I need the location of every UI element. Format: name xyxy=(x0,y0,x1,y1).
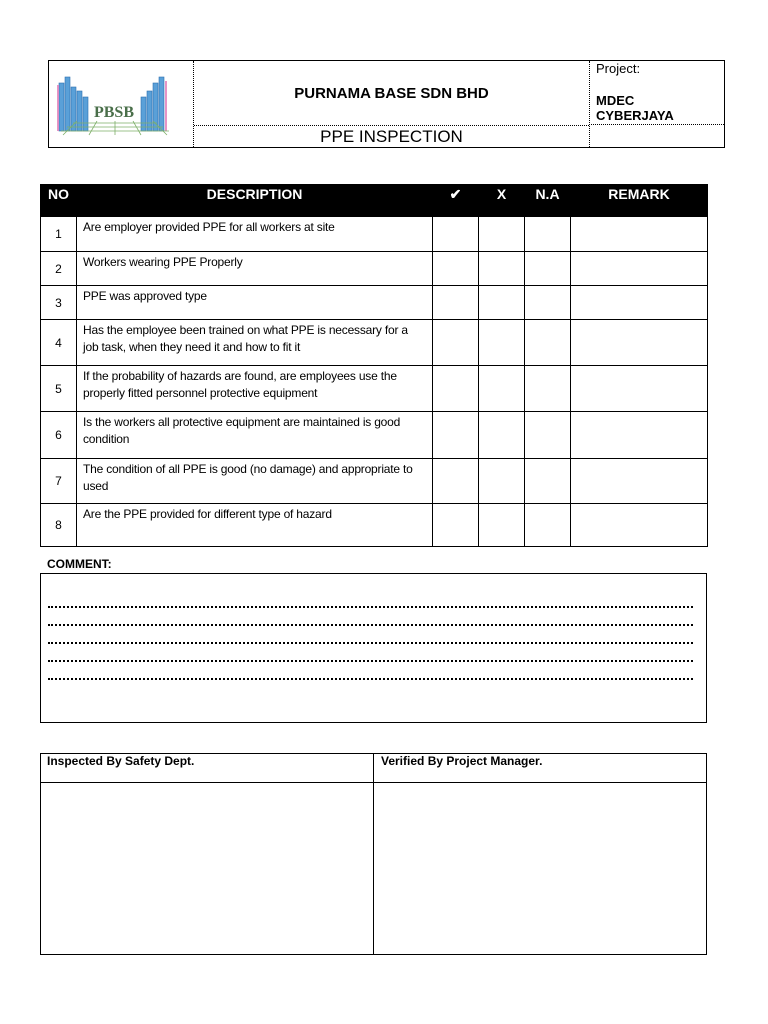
check-cell[interactable] xyxy=(433,412,479,459)
comment-box[interactable] xyxy=(40,573,707,723)
company-logo xyxy=(57,75,173,137)
row-description: The condition of all PPE is good (no damage) and appropriate to used xyxy=(77,459,433,504)
project-value-line2: CYBERJAYA xyxy=(596,108,674,123)
table-row xyxy=(41,366,708,412)
check-cell[interactable] xyxy=(433,252,479,286)
verified-by-label: Verified By Project Manager. xyxy=(381,754,543,768)
na-cell[interactable] xyxy=(525,217,571,252)
comment-line[interactable] xyxy=(48,606,693,608)
na-cell[interactable] xyxy=(525,252,571,286)
remark-cell[interactable] xyxy=(571,286,708,320)
x-cell[interactable] xyxy=(479,320,525,366)
inspected-signature-area[interactable] xyxy=(41,783,373,954)
remark-cell[interactable] xyxy=(571,412,708,459)
table-row xyxy=(41,412,708,459)
inspection-checklist-table xyxy=(40,184,708,547)
logo-text: PBSB xyxy=(93,104,135,121)
remark-cell[interactable] xyxy=(571,366,708,412)
row-number: 3 xyxy=(41,286,77,320)
header-na: N.A xyxy=(525,185,571,217)
na-cell[interactable] xyxy=(525,286,571,320)
comment-line[interactable] xyxy=(48,678,693,680)
project-label: Project: xyxy=(596,61,641,76)
x-cell[interactable] xyxy=(479,217,525,252)
table-row xyxy=(41,459,708,504)
table-row xyxy=(41,504,708,547)
na-cell[interactable] xyxy=(525,412,571,459)
project-value-line1: MDEC xyxy=(596,93,635,108)
check-cell[interactable] xyxy=(433,366,479,412)
na-cell[interactable] xyxy=(525,459,571,504)
na-cell[interactable] xyxy=(525,504,571,547)
row-number: 5 xyxy=(41,366,77,412)
company-name: PURNAMA BASE SDN BHD xyxy=(194,61,589,126)
row-description: Are employer provided PPE for all workers at site xyxy=(77,217,433,252)
row-number: 8 xyxy=(41,504,77,547)
table-header-row xyxy=(41,185,708,217)
x-cell[interactable] xyxy=(479,459,525,504)
row-number: 6 xyxy=(41,412,77,459)
table-row xyxy=(41,217,708,252)
logo-cell xyxy=(49,61,194,147)
row-number: 2 xyxy=(41,252,77,286)
row-description: Are the PPE provided for different type of hazard xyxy=(77,504,433,547)
remark-cell[interactable] xyxy=(571,217,708,252)
row-number: 1 xyxy=(41,217,77,252)
x-cell[interactable] xyxy=(479,252,525,286)
na-cell[interactable] xyxy=(525,366,571,412)
row-description: PPE was approved type xyxy=(77,286,433,320)
row-description: Workers wearing PPE Properly xyxy=(77,252,433,286)
check-cell[interactable] xyxy=(433,320,479,366)
table-row xyxy=(41,286,708,320)
x-cell[interactable] xyxy=(479,366,525,412)
comment-line[interactable] xyxy=(48,624,693,626)
header-description: DESCRIPTION xyxy=(77,185,433,217)
form-title: PPE INSPECTION xyxy=(320,126,463,146)
row-number: 4 xyxy=(41,320,77,366)
comment-label: COMMENT: xyxy=(47,557,112,571)
table-row xyxy=(41,320,708,366)
row-description: Is the workers all protective equipment are maintained is good condition xyxy=(77,412,433,459)
document-header xyxy=(48,60,725,148)
signature-section xyxy=(40,753,707,955)
header-check: ✔ xyxy=(433,185,479,217)
inspected-by-label: Inspected By Safety Dept. xyxy=(47,754,195,768)
check-cell[interactable] xyxy=(433,504,479,547)
header-remark: REMARK xyxy=(571,185,708,217)
remark-cell[interactable] xyxy=(571,459,708,504)
x-cell[interactable] xyxy=(479,412,525,459)
verified-signature-area[interactable] xyxy=(374,783,706,954)
x-cell[interactable] xyxy=(479,504,525,547)
project-value xyxy=(596,93,674,123)
check-cell[interactable] xyxy=(433,459,479,504)
comment-line[interactable] xyxy=(48,660,693,662)
header-no: NO xyxy=(41,185,77,217)
table-row xyxy=(41,252,708,286)
remark-cell[interactable] xyxy=(571,504,708,547)
comment-line[interactable] xyxy=(48,642,693,644)
project-empty-cell xyxy=(589,126,724,147)
x-cell[interactable] xyxy=(479,286,525,320)
row-number: 7 xyxy=(41,459,77,504)
check-cell[interactable] xyxy=(433,286,479,320)
row-description: If the probability of hazards are found, are employees use the properly fitted personnel protective equipment xyxy=(77,366,433,412)
remark-cell[interactable] xyxy=(571,252,708,286)
na-cell[interactable] xyxy=(525,320,571,366)
row-description: Has the employee been trained on what PPE is necessary for a job task, when they need it and how to fit it xyxy=(77,320,433,366)
remark-cell[interactable] xyxy=(571,320,708,366)
header-x: X xyxy=(479,185,525,217)
project-cell xyxy=(589,61,724,125)
check-cell[interactable] xyxy=(433,217,479,252)
